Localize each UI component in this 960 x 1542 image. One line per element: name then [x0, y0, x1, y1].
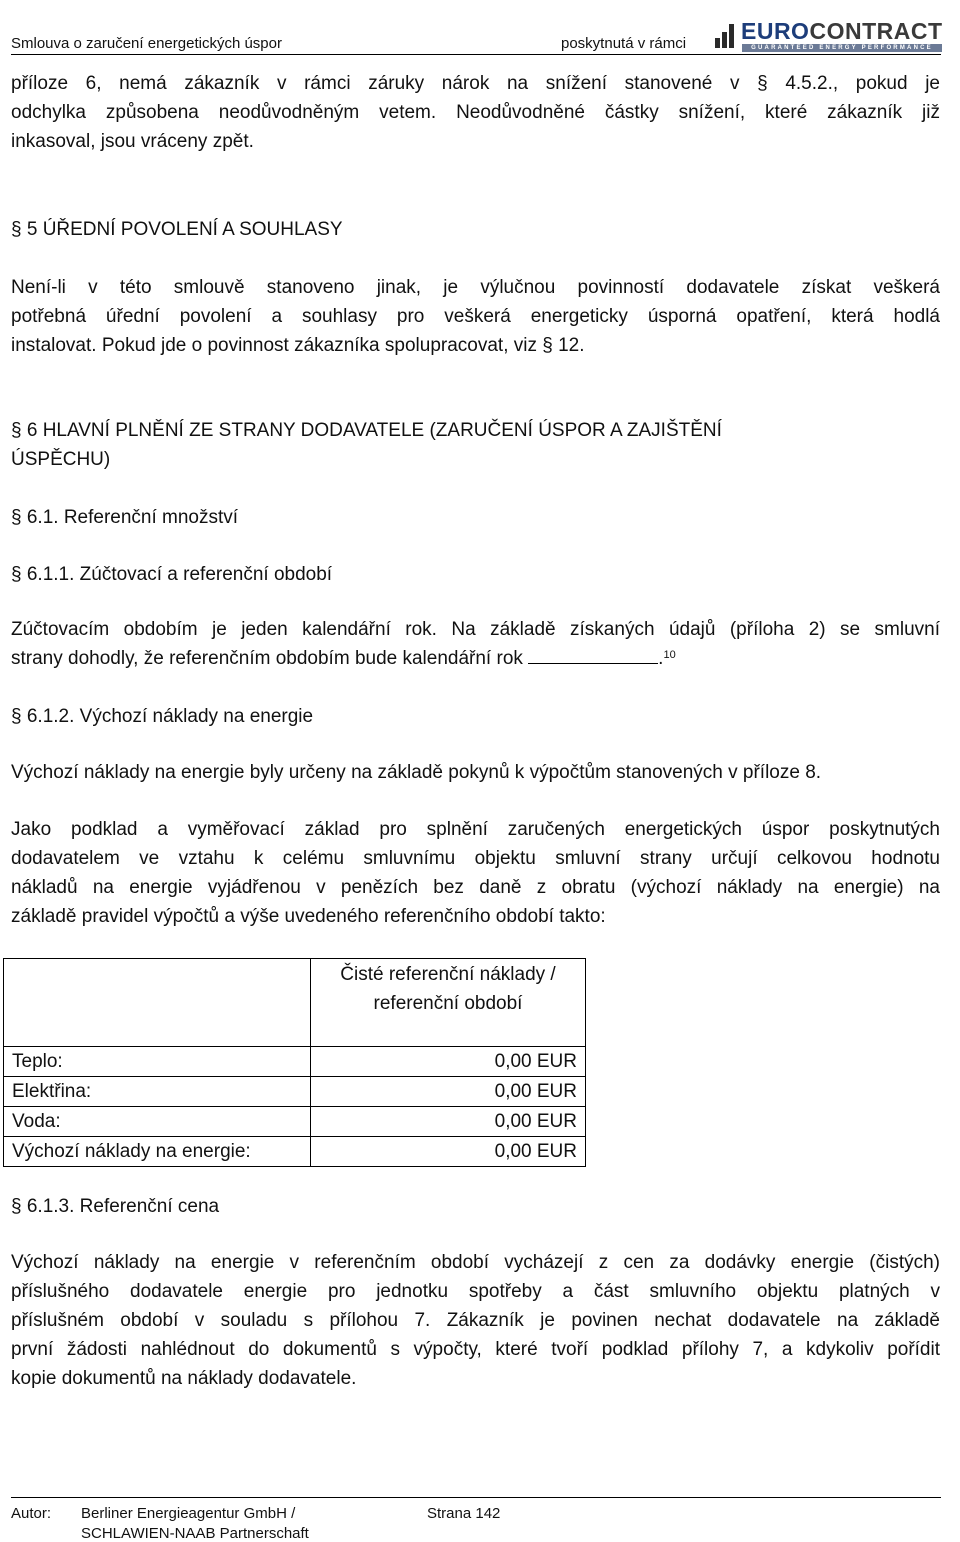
eurocontract-logo [715, 18, 943, 52]
section-6-1-2-heading: § 6.1.2. Výchozí náklady na energie [11, 706, 314, 727]
page-header [11, 14, 941, 54]
table-header-row [4, 959, 586, 1047]
table-row-label: Teplo: [4, 1047, 311, 1077]
section-6-1-3-heading: § 6.1.3. Referenční cena [11, 1196, 220, 1217]
footer-author-label: Autor: [11, 1505, 52, 1522]
section-6-1-heading: § 6.1. Referenční množství [11, 507, 239, 528]
logo-tagline: GUARANTEED ENERGY PERFORMANCE [742, 44, 942, 52]
header-subtitle: poskytnutá v rámci [561, 35, 687, 52]
section-6-heading: § 6 HLAVNÍ PLNĚNÍ ZE STRANY DODAVATELE (ZARUČENÍ ÚSPOR A ZAJIŠTĚNÍ ÚSPĚCHU) [11, 420, 722, 470]
table-row-value: 0,00 EUR [311, 1077, 586, 1107]
footer-organization: Berliner Energieagentur GmbH / [81, 1505, 296, 1522]
section-5-paragraph: Není-li v této smlouvě stanoveno jinak, je výlučnou povinností dodavatele získat veškerá potřebná úřední povolení a souhlasy pro veškerá energeticky úsporná opatření, která hodlá instalovat. Pokud jde o povinnost zákazníka spolupracovat, viz § 12. [11, 277, 940, 356]
table-row-label: Voda: [4, 1107, 311, 1137]
paragraph-baseline-costs: Výchozí náklady na energie byly určeny na základě pokynů k výpočtům stanovených v příloze 8. [11, 762, 822, 783]
table-row-value: 0,00 EUR [311, 1107, 586, 1137]
reference-year-blank [528, 645, 658, 664]
baseline-costs-table [3, 958, 586, 1167]
paragraph-reference-price: Výchozí náklady na energie v referenčním období vycházejí z cen za dodávky energie (čistých) příslušného dodavatele energie pro jednotku spotřeby a část smluvního objektu platných v příslušném období v souladu s přílohou 7. Zákazník je povinen nechat dodavatele na základě první žádosti nahlédnout do dokumentů s výpočty, které tvoří podklad přílohy 7, a kdykoliv pořídit kopie dokumentů na náklady dodavatele. [11, 1252, 940, 1389]
intro-paragraph: příloze 6, nemá zákazník v rámci záruky nárok na snížení stanovené v § 4.5.2., pokud je odchylka způsobena neodůvodněným vetem. Neodůvodněné částky snížení, které zákazník již inkasoval, jsou vráceny zpět. [11, 73, 940, 152]
section-6-1-1-heading: § 6.1.1. Zúčtovací a referenční období [11, 564, 333, 585]
page-footer [11, 1497, 941, 1542]
table-row [4, 1107, 586, 1137]
logo-wordmark: EUROCONTRACT [741, 18, 943, 44]
table-row [4, 1137, 586, 1167]
footer-organization-2: SCHLAWIEN-NAAB Partnerschaft [81, 1525, 309, 1542]
table-row-value: 0,00 EUR [311, 1047, 586, 1077]
table-header-empty-cell [4, 959, 311, 1047]
paragraph-calculation-basis: Jako podklad a vyměřovací základ pro splnění zaručených energetických úspor poskytnutých dodavatelem ve vztahu k celému smluvnímu objektu smluvní strany určují celkovou hodnotu nákladů na energie vyjádřenou v penězích bez daně z obratu (výchozí náklady na energie) na základě pravidel výpočtů a výše uvedeného referenčního období takto: [11, 819, 940, 927]
paragraph-reference-period: Zúčtovacím obdobím je jeden kalendářní rok. Na základě získaných údajů (příloha 2) se smluvní strany dohodly, že referenčním obdobím bude kalendářní rok .$^{10}$ [11, 619, 940, 669]
section-5-heading: § 5 ÚŘEDNÍ POVOLENÍ A SOUHLASY [11, 219, 343, 240]
footer-divider [11, 1497, 941, 1498]
header-divider [11, 54, 941, 55]
logo-bars-icon [715, 24, 737, 48]
table-row-label: Elektřina: [4, 1077, 311, 1107]
footnote-marker: 10 [663, 649, 676, 661]
header-title: Smlouva o zaručení energetických úspor [11, 35, 282, 52]
table-row-value: 0,00 EUR [311, 1137, 586, 1167]
table-row [4, 1077, 586, 1107]
table-row [4, 1047, 586, 1077]
page-number: Strana 142 [427, 1505, 501, 1522]
table-header-cell: Čisté referenční náklady / referenční období [311, 959, 586, 1047]
table-row-label: Výchozí náklady na energie: [4, 1137, 311, 1167]
